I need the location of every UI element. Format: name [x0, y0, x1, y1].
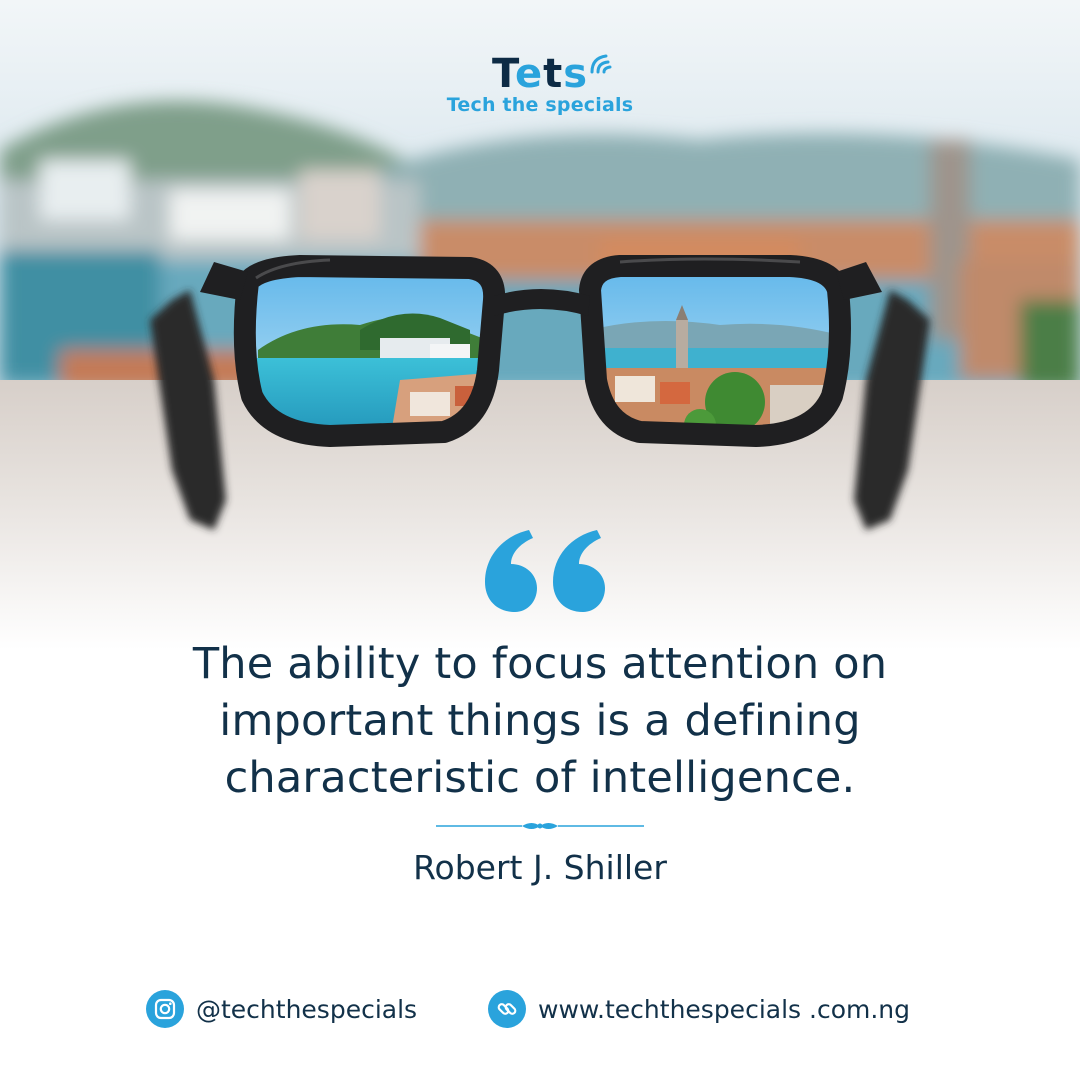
quote-line-3: characteristic of intelligence.	[224, 753, 856, 803]
quote-line-1: The ability to focus attention on	[192, 639, 888, 689]
quote-line-2: important things is a defining	[219, 696, 861, 746]
instagram-handle[interactable]: @techthespecials	[196, 994, 418, 1024]
instagram-icon	[146, 990, 184, 1028]
website-url[interactable]: www.techthespecials .com.ng	[538, 994, 910, 1024]
quote-text	[120, 636, 960, 807]
quote-open-icon	[485, 530, 607, 612]
logo-tagline: Tech the specials	[446, 94, 634, 116]
logo-letter-s: s	[563, 51, 589, 97]
quote-author: Robert J. Shiller	[413, 848, 667, 887]
link-icon	[488, 990, 526, 1028]
logo-letter-e: e	[514, 51, 544, 97]
logo-letter-t2: t	[543, 51, 564, 97]
ornamental-divider	[436, 816, 644, 836]
signal-waves-icon	[588, 46, 618, 76]
brand-logo	[430, 52, 650, 122]
logo-letter-t: T	[491, 51, 515, 97]
logo-wordmark	[492, 52, 588, 96]
instagram-contact[interactable]	[146, 988, 417, 1030]
website-contact[interactable]	[488, 988, 910, 1030]
